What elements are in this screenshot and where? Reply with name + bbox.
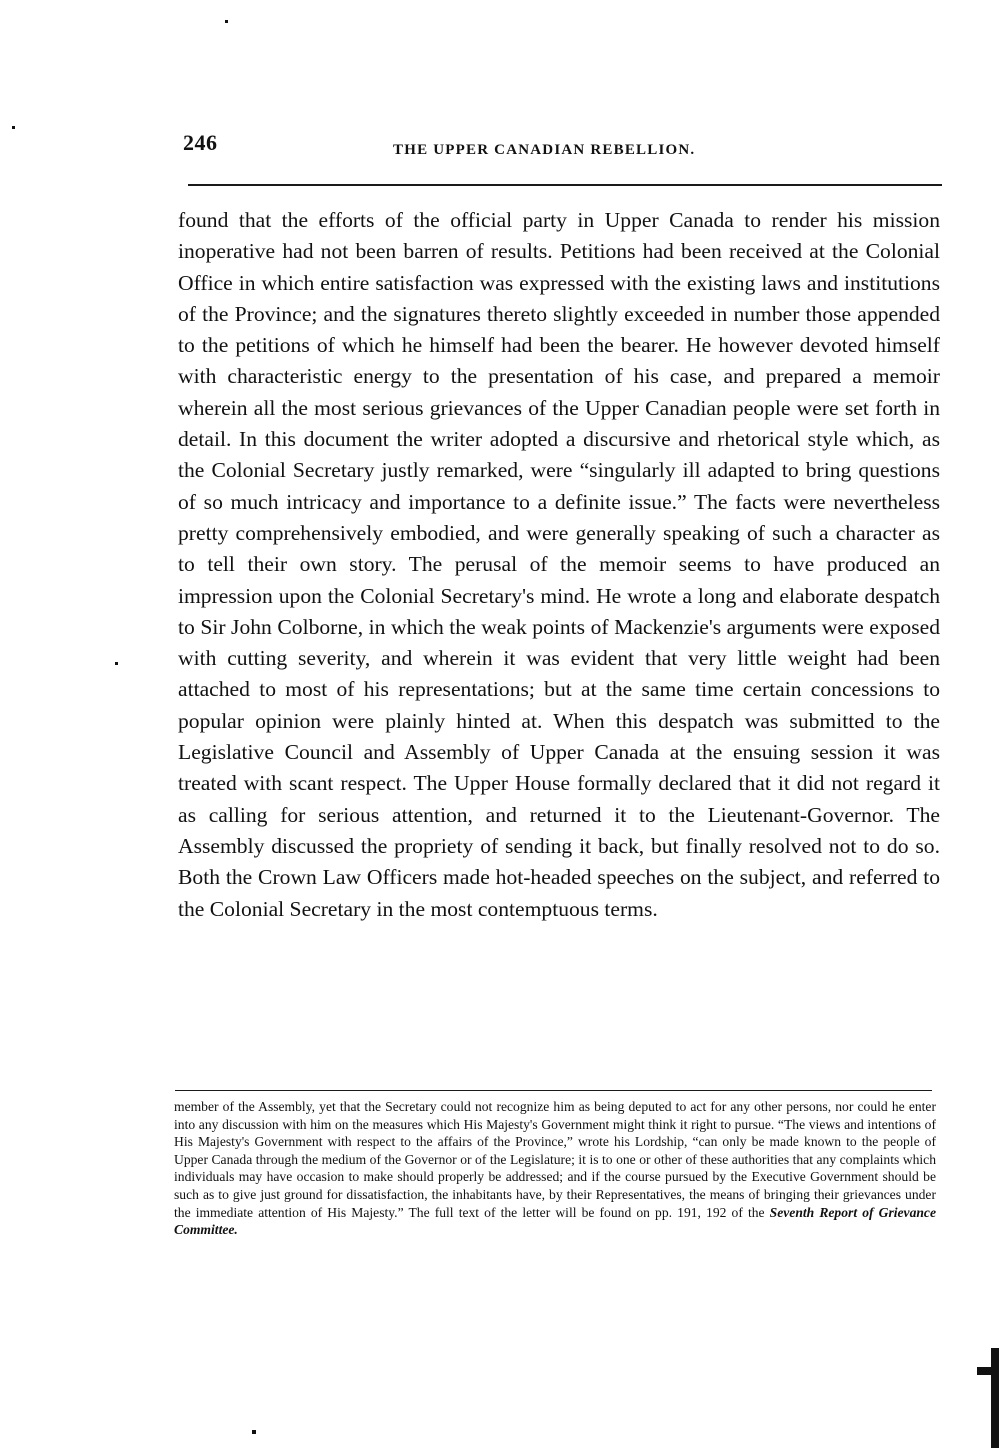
stray-mark [12, 126, 15, 129]
main-text [178, 205, 940, 925]
footnote-text: member of the Assembly, yet that the Secretary could not recognize him as being deputed to act for any other persons, nor could he enter into any discussion with him on the measures which His Majesty's Government might think it right to pursue. “The views and intentions of His Majesty's Government with respect to the affairs of the Province,” wrote his Lordship, “can only be made known to the people of Upper Canada through the medium of the Governor or of the Legislature; it is to one or other of these authorities that any complaints which individuals may have occasion to make should properly be addressed; and if the course pursued by the Executive Government should be such as to give just ground for dissatisfaction, the inhabitants have, by their Representatives, the means of bringing their grievances under the immediate attention of His Majesty.” The full text of the letter will be found on pp. 191, 192 of the [174, 1099, 936, 1220]
running-title: THE UPPER CANADIAN REBELLION. [393, 142, 696, 158]
footnote-rule [175, 1090, 932, 1091]
footnote-paragraph [174, 1098, 936, 1239]
margin-mark [977, 1367, 999, 1375]
stray-mark [115, 662, 118, 665]
margin-mark [991, 1348, 999, 1448]
body-paragraph: found that the efforts of the official party in Upper Canada to render his mission inoperative had not been barren of results. Petitions had been received at the Colonial Office in which entire satisfaction was expressed with the existing laws and institutions of the Province; and the signatures thereto slightly exceeded in number those appended to the petitions of which he himself had been the bearer. He however devoted himself with characteristic energy to the presentation of his case, and prepared a memoir wherein all the most serious grievances of the Upper Canadian people were set forth in detail. In this document the writer adopted a discursive and rhetorical style which, as the Colonial Secretary justly remarked, were “singularly ill adapted to bring questions of so much intricacy and importance to a definite issue.” The facts were nevertheless pretty comprehensively embodied, and were generally speaking of such a character as to tell their own story. The perusal of the memoir seems to have produced an impression upon the Colonial Secretary's mind. He wrote a long and elaborate despatch to Sir John Colborne, in which the weak points of Mackenzie's arguments were exposed with cutting severity, and wherein it was evident that very little weight had been attached to most of his representations; but at the same time certain concessions to popular opinion were plainly hinted at. When this despatch was submitted to the Legislative Council and Assembly of Upper Canada at the ensuing session it was treated with scant respect. The Upper House formally declared that it did not regard it as calling for serious attention, and returned it to the Lieutenant-Governor. The Assembly discussed the propriety of sending it back, but finally resolved not to do so. Both the Crown Law Officers made hot-headed speeches on the subject, and referred to the Colonial Secretary in the most contemptuous terms. [178, 208, 940, 921]
stray-mark [225, 20, 228, 23]
page-number: 246 [183, 130, 218, 155]
page-header [183, 130, 943, 170]
stray-mark [252, 1430, 256, 1434]
header-rule [188, 184, 942, 186]
footnote [174, 1098, 936, 1239]
footnote-citation: Seventh Report of Grievance Committee. [174, 1204, 937, 1238]
